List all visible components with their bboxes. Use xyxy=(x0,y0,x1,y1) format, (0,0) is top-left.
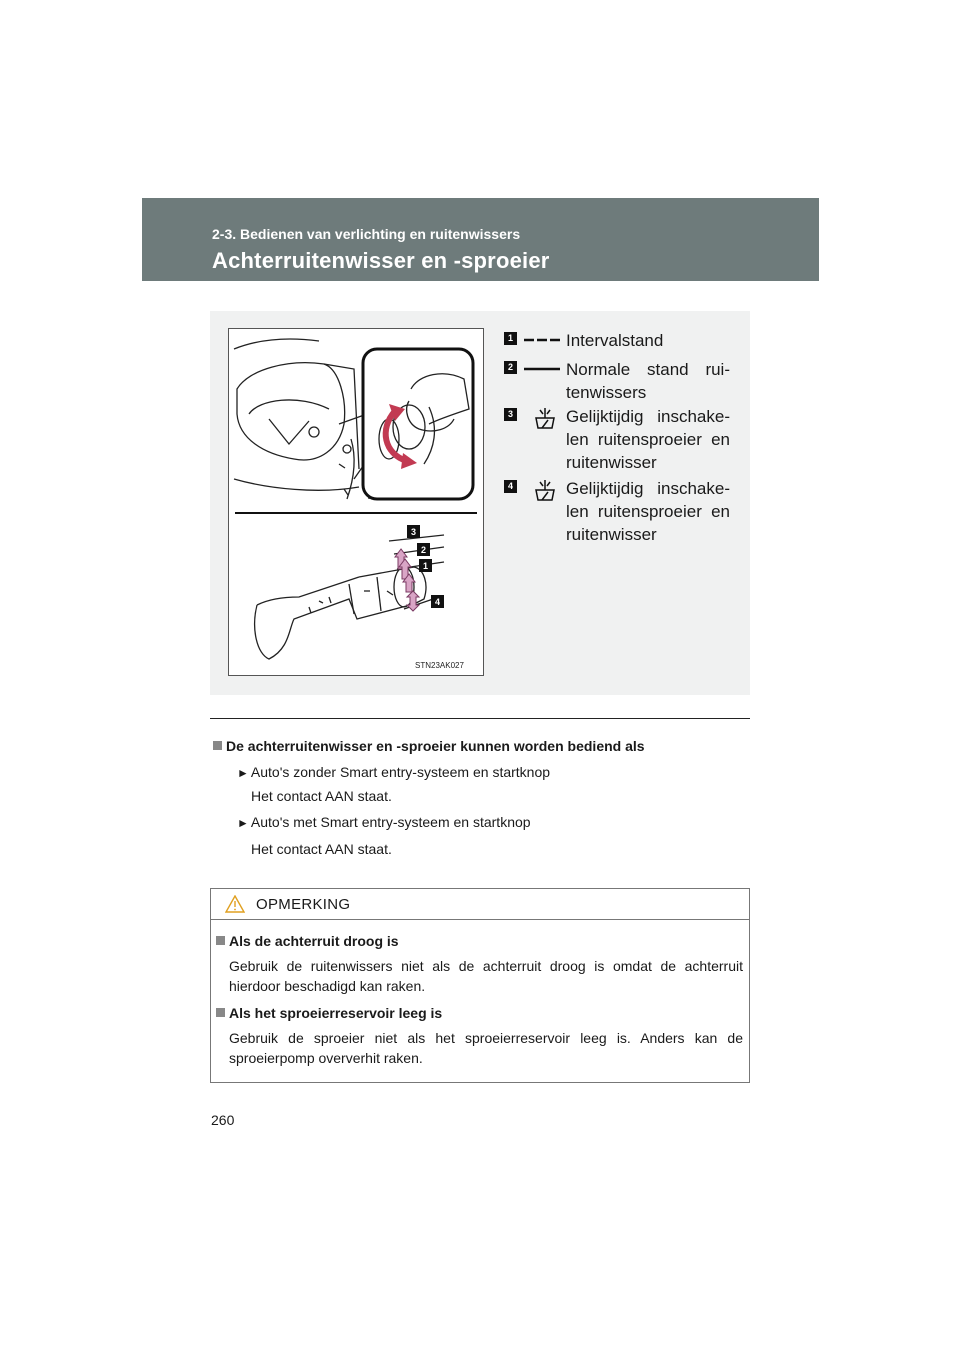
section-subtitle: 2-3. Bedienen van verlichting en ruitenwissers xyxy=(212,226,521,242)
page-title: Achterruitenwisser en -sproeier xyxy=(212,248,550,273)
notice-header xyxy=(211,889,749,920)
notice-item-heading: Als het sproeierreservoir leeg is xyxy=(216,1005,743,1021)
triangle-bullet-icon: ► xyxy=(237,766,249,780)
washer-icon xyxy=(522,480,560,500)
washer-icon xyxy=(522,408,560,428)
notice-item-1 xyxy=(216,933,743,996)
legend-number: 3 xyxy=(504,408,517,421)
square-bullet-icon xyxy=(216,1008,225,1017)
legend-number: 1 xyxy=(504,332,517,345)
wiper-lever-illustration xyxy=(228,328,484,676)
legend-number: 4 xyxy=(504,480,517,493)
section-header xyxy=(142,198,819,281)
square-bullet-icon xyxy=(216,936,225,945)
condition-case-2: ► Auto's met Smart entry-systeem en startknop xyxy=(237,814,531,830)
legend-text: Normale stand rui-tenwissers xyxy=(566,360,730,402)
notice-box xyxy=(210,888,750,1083)
page-number: 260 xyxy=(211,1112,235,1128)
callout-3: 3 xyxy=(410,527,417,537)
conditions-heading: De achterruitenwisser en -sproeier kunnen worden bediend als xyxy=(213,738,645,754)
solid-line-icon xyxy=(522,361,560,381)
callout-2: 2 xyxy=(420,545,427,555)
figure-code: STN23AK027 xyxy=(415,661,464,670)
callout-4: 4 xyxy=(434,597,441,607)
notice-item-body: Gebruik de ruitenwissers niet als de achterruit droog is omdat de achterruit hierdoor beschadigd kan raken. xyxy=(229,958,743,994)
notice-item-2 xyxy=(216,1005,743,1068)
legend-text: Gelijktijdig inschake-len ruitensproeier en ruitenwisser xyxy=(566,479,730,544)
legend-number: 2 xyxy=(504,361,517,374)
dashed-line-icon xyxy=(522,332,560,352)
callout-1: 1 xyxy=(422,561,429,571)
notice-title: OPMERKING xyxy=(256,896,351,913)
warning-triangle-icon xyxy=(225,895,245,913)
condition-case-1: ► Auto's zonder Smart entry-systeem en startknop xyxy=(237,764,551,780)
illustration-drawing xyxy=(229,329,483,675)
section-divider xyxy=(210,718,750,719)
legend-text: Gelijktijdig inschake-len ruitensproeier en ruitenwisser xyxy=(566,407,730,472)
notice-item-body: Gebruik de sproeier niet als het sproeierreservoir leeg is. Anders kan de sproeierpomp oververhit raken. xyxy=(229,1030,743,1066)
square-bullet-icon xyxy=(213,741,222,750)
notice-item-heading: Als de achterruit droog is xyxy=(216,933,743,949)
triangle-bullet-icon: ► xyxy=(237,816,249,830)
condition-detail-2: Het contact AAN staat. xyxy=(251,841,392,857)
legend-text: Intervalstand xyxy=(566,331,664,350)
condition-detail-1: Het contact AAN staat. xyxy=(251,788,392,804)
